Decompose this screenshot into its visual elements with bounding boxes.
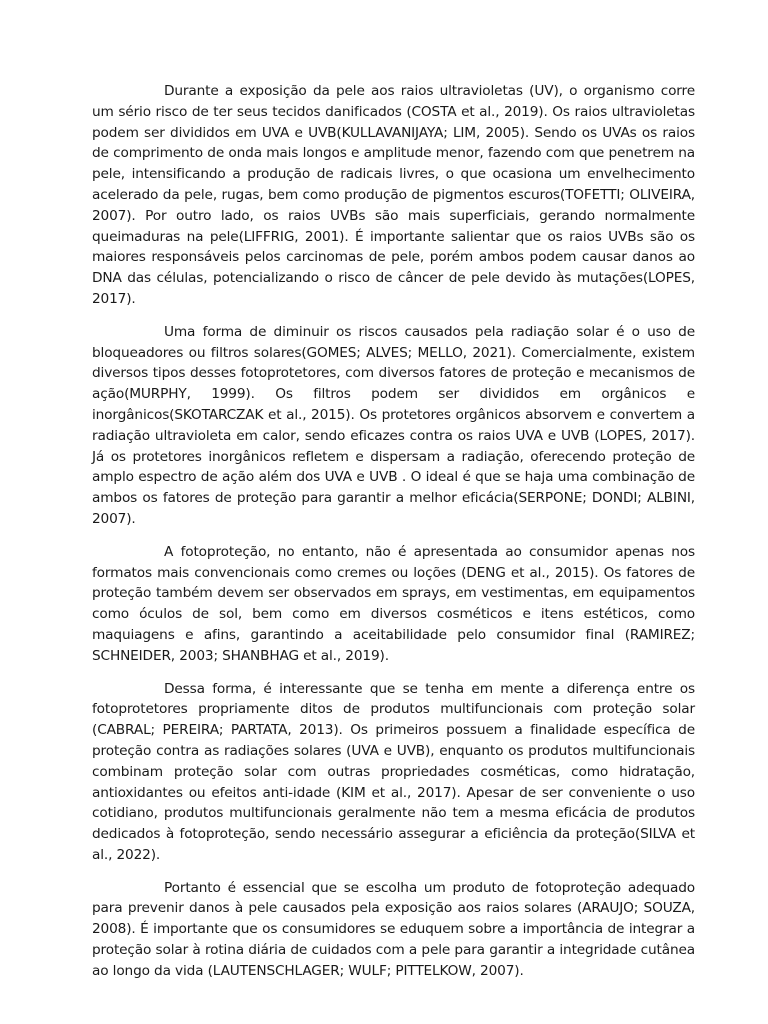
paragraph-sunscreen-filters: Uma forma de diminuir os riscos causados pela radiação solar é o uso de bloqueadores ou filtros solares(GOMES; ALVES; MELLO, 2021). Comercialmente, existem diversos tipos desses fotoprotetores, com diversos fatores de proteção e mecanismos de ação(MURPHY, 1999). Os filtros podem ser divididos em orgânicos e inorgânicos(SKOTARCZAK et al., 2015). Os protetores orgânicos absorvem e convertem a radiação ultravioleta em calor, sendo eficazes contra os raios UVA e UVB (LOPES, 2017). Já os protetores inorgânicos refletem e dispersam a radiação, oferecendo proteção de amplo espectro de ação além dos UVA e UVB . O ideal é que se haja uma combinação de ambos os fatores de proteção para garantir a melhor eficácia(SERPONE; DONDI; ALBINI, 2007). (92, 323, 695, 527)
paragraph-conclusion: Portanto é essencial que se escolha um produto de fotoproteção adequado para prevenir danos à pele causados pela exposição aos raios solares (ARAUJO; SOUZA, 2008). É importante que os consumidores se eduquem sobre a importância de integrar a proteção solar à rotina diária de cuidados com a pele para garantir a integridade cutânea ao longo da vida (LAUTENSCHLAGER; WULF; PITTELKOW, 2007). (92, 879, 695, 979)
paragraph-uv-exposure: Durante a exposição da pele aos raios ultravioletas (UV), o organismo corre um sério risco de ter seus tecidos danificados (COSTA et al., 2019). Os raios ultravioletas podem ser divididos em UVA e UVB(KULLAVANIJAYA; LIM, 2005). Sendo os UVAs os raios de comprimento de onda mais longos e amplitude menor, fazendo com que penetrem na pele, intensificando a produção de radicais livres, o que ocasiona um envelhecimento acelerado da pele, rugas, bem como produção de pigmentos escuros(TOFETTI; OLIVEIRA, 2007). Por outro lado, os raios UVBs são mais superficiais, gerando normalmente queimaduras na pele(LIFFRIG, 2001). É importante salientar que os raios UVBs são os maiores responsáveis pelos carcinomas de pele, porém ambos podem causar danos ao DNA das células, potencializando o risco de câncer de pele devido às mutações(LOPES, 2017). (92, 83, 695, 307)
paragraph-multifunctional-products: Dessa forma, é interessante que se tenha em mente a diferença entre os fotoprotetores propriamente ditos de produtos multifuncionais com proteção solar (CABRAL; PEREIRA; PARTATA, 2013). Os primeiros possuem a finalidade específica de proteção contra as radiações solares (UVA e UVB), enquanto os produtos multifuncionais combinam proteção solar com outras propriedades cosméticas, como hidratação, antioxidantes ou efeitos anti-idade (KIM et al., 2017). Apesar de ser conveniente o uso cotidiano, produtos multifuncionais geralmente não tem a mesma eficácia de produtos dedicados à fotoproteção, sendo necessário assegurar a eficiência da proteção(SILVA et al., 2022). (92, 680, 695, 863)
paragraph-photoprotection-formats: A fotoproteção, no entanto, não é apresentada ao consumidor apenas nos formatos mais convencionais como cremes ou loções (DENG et al., 2015). Os fatores de proteção também devem ser observados em sprays, em vestimentas, em equipamentos como óculos de sol, bem como em diversos cosméticos e itens estéticos, como maquiagens e afins, garantindo a aceitabilidade pelo consumidor final (RAMIREZ; SCHNEIDER, 2003; SHANBHAG et al., 2019). (92, 543, 695, 664)
